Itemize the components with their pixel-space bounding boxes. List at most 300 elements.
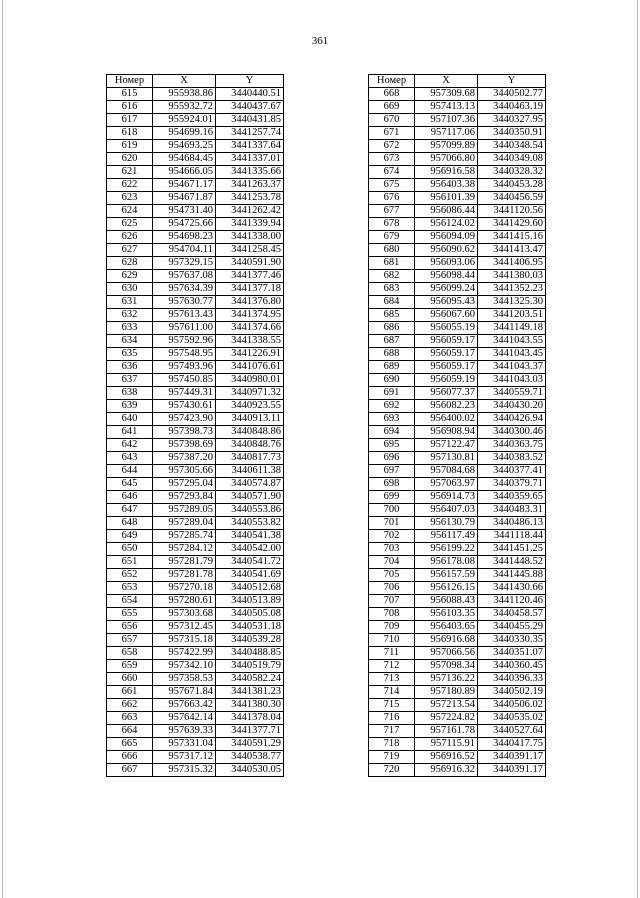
point-number: 626	[107, 231, 153, 244]
y-coordinate: 3441043.03	[478, 374, 546, 387]
x-coordinate: 957398.69	[153, 439, 216, 452]
table-row	[369, 153, 546, 166]
table-row	[369, 569, 546, 582]
point-number: 684	[369, 296, 415, 309]
y-coordinate: 3440426.94	[478, 413, 546, 426]
y-coordinate: 3441451.25	[478, 543, 546, 556]
x-coordinate: 956400.02	[415, 413, 478, 426]
x-coordinate: 957671.84	[153, 686, 216, 699]
x-coordinate: 957066.80	[415, 153, 478, 166]
y-coordinate: 3441380.30	[216, 699, 284, 712]
table-row	[107, 556, 284, 569]
table-row	[369, 114, 546, 127]
table-row	[369, 647, 546, 660]
point-number: 683	[369, 283, 415, 296]
x-coordinate: 955932.72	[153, 101, 216, 114]
table-row	[107, 517, 284, 530]
table-row	[107, 309, 284, 322]
x-coordinate: 956124.02	[415, 218, 478, 231]
table-row	[369, 478, 546, 491]
y-coordinate: 3440328.32	[478, 166, 546, 179]
y-coordinate: 3440360.45	[478, 660, 546, 673]
point-number: 711	[369, 647, 415, 660]
point-number: 678	[369, 218, 415, 231]
y-coordinate: 3440923.55	[216, 400, 284, 413]
x-coordinate: 957107.36	[415, 114, 478, 127]
x-coordinate: 957213.54	[415, 699, 478, 712]
table-row	[369, 270, 546, 283]
y-coordinate: 3440417.75	[478, 738, 546, 751]
y-coordinate: 3441043.55	[478, 335, 546, 348]
point-number: 658	[107, 647, 153, 660]
x-coordinate: 955924.01	[153, 114, 216, 127]
point-number: 661	[107, 686, 153, 699]
point-number: 616	[107, 101, 153, 114]
table-row	[369, 309, 546, 322]
point-number: 652	[107, 569, 153, 582]
point-number: 638	[107, 387, 153, 400]
y-coordinate: 3440488.85	[216, 647, 284, 660]
y-coordinate: 3441415.16	[478, 231, 546, 244]
table-row	[107, 387, 284, 400]
y-coordinate: 3440817.73	[216, 452, 284, 465]
point-number: 697	[369, 465, 415, 478]
x-coordinate: 956403.65	[415, 621, 478, 634]
y-coordinate: 3440591.29	[216, 738, 284, 751]
x-coordinate: 957663.42	[153, 699, 216, 712]
y-coordinate: 3441374.66	[216, 322, 284, 335]
point-number: 696	[369, 452, 415, 465]
table-row	[107, 582, 284, 595]
x-coordinate: 954684.45	[153, 153, 216, 166]
table-row	[369, 452, 546, 465]
x-coordinate: 957430.61	[153, 400, 216, 413]
y-coordinate: 3441337.64	[216, 140, 284, 153]
y-coordinate: 3441413.47	[478, 244, 546, 257]
point-number: 666	[107, 751, 153, 764]
y-coordinate: 3440506.02	[478, 699, 546, 712]
point-number: 634	[107, 335, 153, 348]
table-row	[369, 712, 546, 725]
point-number: 649	[107, 530, 153, 543]
point-number: 676	[369, 192, 415, 205]
point-number: 669	[369, 101, 415, 114]
column-header-y: Y	[478, 75, 546, 88]
point-number: 674	[369, 166, 415, 179]
page-number: 361	[311, 35, 329, 47]
y-coordinate: 3440379.71	[478, 478, 546, 491]
y-coordinate: 3441226.91	[216, 348, 284, 361]
point-number: 703	[369, 543, 415, 556]
point-number: 643	[107, 452, 153, 465]
point-number: 629	[107, 270, 153, 283]
table-row	[369, 582, 546, 595]
x-coordinate: 956101.39	[415, 192, 478, 205]
point-number: 640	[107, 413, 153, 426]
table-row	[107, 127, 284, 140]
y-coordinate: 3440535.02	[478, 712, 546, 725]
y-coordinate: 3440513.89	[216, 595, 284, 608]
table-row	[369, 322, 546, 335]
y-coordinate: 3440848.76	[216, 439, 284, 452]
x-coordinate: 957493.96	[153, 361, 216, 374]
y-coordinate: 3441377.71	[216, 725, 284, 738]
y-coordinate: 3441445.88	[478, 569, 546, 582]
x-coordinate: 956082.23	[415, 400, 478, 413]
table-row	[369, 179, 546, 192]
x-coordinate: 956090.62	[415, 244, 478, 257]
x-coordinate: 957136.22	[415, 673, 478, 686]
table-row	[369, 595, 546, 608]
x-coordinate: 957309.68	[415, 88, 478, 101]
y-coordinate: 3441076.61	[216, 361, 284, 374]
table-row	[107, 452, 284, 465]
table-row	[369, 465, 546, 478]
y-coordinate: 3440591.90	[216, 257, 284, 270]
table-row	[107, 348, 284, 361]
table-row	[369, 335, 546, 348]
table-row	[369, 673, 546, 686]
x-coordinate: 957289.04	[153, 517, 216, 530]
table-row	[107, 725, 284, 738]
point-number: 630	[107, 283, 153, 296]
point-number: 636	[107, 361, 153, 374]
point-number: 650	[107, 543, 153, 556]
table-row	[107, 179, 284, 192]
table-row	[369, 751, 546, 764]
point-number: 707	[369, 595, 415, 608]
x-coordinate: 957099.89	[415, 140, 478, 153]
x-coordinate: 956157.59	[415, 569, 478, 582]
table-row	[369, 413, 546, 426]
y-coordinate: 3441374.95	[216, 309, 284, 322]
table-row	[107, 283, 284, 296]
x-coordinate: 957548.95	[153, 348, 216, 361]
y-coordinate: 3440582.24	[216, 673, 284, 686]
table-row	[107, 647, 284, 660]
table-row	[107, 218, 284, 231]
point-number: 653	[107, 582, 153, 595]
x-coordinate: 957450.85	[153, 374, 216, 387]
point-number: 714	[369, 686, 415, 699]
point-number: 670	[369, 114, 415, 127]
table-row	[107, 712, 284, 725]
table-row	[369, 400, 546, 413]
y-coordinate: 3441257.74	[216, 127, 284, 140]
x-coordinate: 954666.05	[153, 166, 216, 179]
table-row	[107, 751, 284, 764]
x-coordinate: 957329.15	[153, 257, 216, 270]
point-number: 618	[107, 127, 153, 140]
table-row	[107, 101, 284, 114]
x-coordinate: 956130.79	[415, 517, 478, 530]
y-coordinate: 3440527.64	[478, 725, 546, 738]
coordinates-table-right	[368, 74, 546, 777]
table-row	[107, 231, 284, 244]
y-coordinate: 3441253.78	[216, 192, 284, 205]
point-number: 667	[107, 764, 153, 777]
y-coordinate: 3440348.54	[478, 140, 546, 153]
y-coordinate: 3440913.11	[216, 413, 284, 426]
table-row	[369, 257, 546, 270]
table-row	[107, 608, 284, 621]
column-header-x: X	[153, 75, 216, 88]
x-coordinate: 956094.09	[415, 231, 478, 244]
x-coordinate: 956403.38	[415, 179, 478, 192]
column-header-number: Номер	[107, 75, 153, 88]
x-coordinate: 954671.87	[153, 192, 216, 205]
x-coordinate: 957270.18	[153, 582, 216, 595]
table-row	[369, 231, 546, 244]
point-number: 693	[369, 413, 415, 426]
table-row	[369, 634, 546, 647]
x-coordinate: 957315.18	[153, 634, 216, 647]
y-coordinate: 3440463.19	[478, 101, 546, 114]
point-number: 657	[107, 634, 153, 647]
point-number: 713	[369, 673, 415, 686]
x-coordinate: 956095.43	[415, 296, 478, 309]
x-coordinate: 957331.04	[153, 738, 216, 751]
point-number: 702	[369, 530, 415, 543]
y-coordinate: 3440559.71	[478, 387, 546, 400]
table-row	[107, 738, 284, 751]
y-coordinate: 3440300.46	[478, 426, 546, 439]
y-coordinate: 3440350.91	[478, 127, 546, 140]
point-number: 647	[107, 504, 153, 517]
point-number: 660	[107, 673, 153, 686]
x-coordinate: 954671.17	[153, 179, 216, 192]
point-number: 619	[107, 140, 153, 153]
x-coordinate: 957066.56	[415, 647, 478, 660]
y-coordinate: 3440486.13	[478, 517, 546, 530]
table-row	[107, 660, 284, 673]
x-coordinate: 957130.81	[415, 452, 478, 465]
x-coordinate: 957312.45	[153, 621, 216, 634]
y-coordinate: 3441352.23	[478, 283, 546, 296]
point-number: 706	[369, 582, 415, 595]
y-coordinate: 3440848.86	[216, 426, 284, 439]
table-row	[369, 491, 546, 504]
table-row	[107, 88, 284, 101]
table-row	[369, 361, 546, 374]
table-row	[107, 374, 284, 387]
y-coordinate: 3440571.90	[216, 491, 284, 504]
y-coordinate: 3441203.51	[478, 309, 546, 322]
y-coordinate: 3440553.82	[216, 517, 284, 530]
x-coordinate: 956098.44	[415, 270, 478, 283]
x-coordinate: 957117.06	[415, 127, 478, 140]
y-coordinate: 3440455.29	[478, 621, 546, 634]
table-row	[369, 205, 546, 218]
x-coordinate: 956086.44	[415, 205, 478, 218]
table-row	[369, 218, 546, 231]
table-row	[107, 361, 284, 374]
table-row	[107, 530, 284, 543]
y-coordinate: 3441338.55	[216, 335, 284, 348]
y-coordinate: 3441429.60	[478, 218, 546, 231]
point-number: 615	[107, 88, 153, 101]
x-coordinate: 957284.12	[153, 543, 216, 556]
x-coordinate: 957639.33	[153, 725, 216, 738]
x-coordinate: 955938.86	[153, 88, 216, 101]
x-coordinate: 956059.17	[415, 335, 478, 348]
point-number: 673	[369, 153, 415, 166]
point-number: 712	[369, 660, 415, 673]
x-coordinate: 956088.43	[415, 595, 478, 608]
y-coordinate: 3440431.85	[216, 114, 284, 127]
y-coordinate: 3440437.67	[216, 101, 284, 114]
x-coordinate: 957611.00	[153, 322, 216, 335]
x-coordinate: 957387.20	[153, 452, 216, 465]
y-coordinate: 3440440.51	[216, 88, 284, 101]
x-coordinate: 956178.08	[415, 556, 478, 569]
x-coordinate: 957317.12	[153, 751, 216, 764]
point-number: 646	[107, 491, 153, 504]
table-row	[369, 725, 546, 738]
table-row	[369, 738, 546, 751]
x-coordinate: 957293.84	[153, 491, 216, 504]
table-row	[369, 101, 546, 114]
x-coordinate: 957592.96	[153, 335, 216, 348]
y-coordinate: 3441377.18	[216, 283, 284, 296]
table-row	[107, 114, 284, 127]
point-number: 645	[107, 478, 153, 491]
point-number: 662	[107, 699, 153, 712]
table-row	[369, 543, 546, 556]
table-row	[107, 504, 284, 517]
x-coordinate: 957180.89	[415, 686, 478, 699]
point-number: 651	[107, 556, 153, 569]
y-coordinate: 3440330.35	[478, 634, 546, 647]
y-coordinate: 3440458.57	[478, 608, 546, 621]
point-number: 705	[369, 569, 415, 582]
y-coordinate: 3441338.00	[216, 231, 284, 244]
table-row	[107, 244, 284, 257]
point-number: 687	[369, 335, 415, 348]
x-coordinate: 957289.05	[153, 504, 216, 517]
x-coordinate: 956126.15	[415, 582, 478, 595]
table-row	[107, 686, 284, 699]
point-number: 709	[369, 621, 415, 634]
table-row	[107, 478, 284, 491]
y-coordinate: 3441448.52	[478, 556, 546, 569]
x-coordinate: 956103.35	[415, 608, 478, 621]
x-coordinate: 957122.47	[415, 439, 478, 452]
y-coordinate: 3440377.41	[478, 465, 546, 478]
y-coordinate: 3441430.66	[478, 582, 546, 595]
table-row	[107, 543, 284, 556]
point-number: 682	[369, 270, 415, 283]
x-coordinate: 957295.04	[153, 478, 216, 491]
y-coordinate: 3440391.17	[478, 764, 546, 777]
point-number: 655	[107, 608, 153, 621]
point-number: 622	[107, 179, 153, 192]
point-number: 668	[369, 88, 415, 101]
table-row	[107, 400, 284, 413]
table-row	[369, 348, 546, 361]
table-row	[369, 192, 546, 205]
point-number: 698	[369, 478, 415, 491]
y-coordinate: 3441120.46	[478, 595, 546, 608]
table-row	[107, 296, 284, 309]
y-coordinate: 3441043.37	[478, 361, 546, 374]
point-number: 699	[369, 491, 415, 504]
x-coordinate: 957413.13	[415, 101, 478, 114]
x-coordinate: 956117.49	[415, 530, 478, 543]
x-coordinate: 957303.68	[153, 608, 216, 621]
point-number: 621	[107, 166, 153, 179]
table-row	[107, 491, 284, 504]
column-header-y: Y	[216, 75, 284, 88]
column-header-number: Номер	[369, 75, 415, 88]
x-coordinate: 956059.19	[415, 374, 478, 387]
point-number: 672	[369, 140, 415, 153]
y-coordinate: 3440541.72	[216, 556, 284, 569]
point-number: 692	[369, 400, 415, 413]
x-coordinate: 957281.78	[153, 569, 216, 582]
table-row	[107, 634, 284, 647]
x-coordinate: 956916.68	[415, 634, 478, 647]
y-coordinate: 3440502.77	[478, 88, 546, 101]
table-row	[107, 764, 284, 777]
y-coordinate: 3440363.75	[478, 439, 546, 452]
point-number: 625	[107, 218, 153, 231]
y-coordinate: 3440539.28	[216, 634, 284, 647]
point-number: 620	[107, 153, 153, 166]
x-coordinate: 957063.97	[415, 478, 478, 491]
y-coordinate: 3440553.86	[216, 504, 284, 517]
y-coordinate: 3440538.77	[216, 751, 284, 764]
point-number: 656	[107, 621, 153, 634]
x-coordinate: 954699.16	[153, 127, 216, 140]
x-coordinate: 956916.52	[415, 751, 478, 764]
y-coordinate: 3440980.01	[216, 374, 284, 387]
table-row	[107, 322, 284, 335]
y-coordinate: 3440574.87	[216, 478, 284, 491]
y-coordinate: 3440349.08	[478, 153, 546, 166]
y-coordinate: 3441262.42	[216, 205, 284, 218]
point-number: 690	[369, 374, 415, 387]
point-number: 718	[369, 738, 415, 751]
y-coordinate: 3440542.00	[216, 543, 284, 556]
x-coordinate: 956916.58	[415, 166, 478, 179]
x-coordinate: 956059.17	[415, 361, 478, 374]
x-coordinate: 956059.17	[415, 348, 478, 361]
y-coordinate: 3440502.19	[478, 686, 546, 699]
coordinates-table-left	[106, 74, 284, 777]
x-coordinate: 954731.40	[153, 205, 216, 218]
point-number: 627	[107, 244, 153, 257]
table-row	[369, 426, 546, 439]
point-number: 701	[369, 517, 415, 530]
table-row	[107, 270, 284, 283]
y-coordinate: 3441263.37	[216, 179, 284, 192]
point-number: 659	[107, 660, 153, 673]
y-coordinate: 3441339.94	[216, 218, 284, 231]
y-coordinate: 3440391.17	[478, 751, 546, 764]
x-coordinate: 957280.61	[153, 595, 216, 608]
point-number: 671	[369, 127, 415, 140]
point-number: 694	[369, 426, 415, 439]
table-row	[369, 88, 546, 101]
table-row	[107, 621, 284, 634]
table-row	[107, 153, 284, 166]
point-number: 719	[369, 751, 415, 764]
table-row	[369, 244, 546, 257]
x-coordinate: 954693.25	[153, 140, 216, 153]
y-coordinate: 3441406.95	[478, 257, 546, 270]
y-coordinate: 3440512.68	[216, 582, 284, 595]
